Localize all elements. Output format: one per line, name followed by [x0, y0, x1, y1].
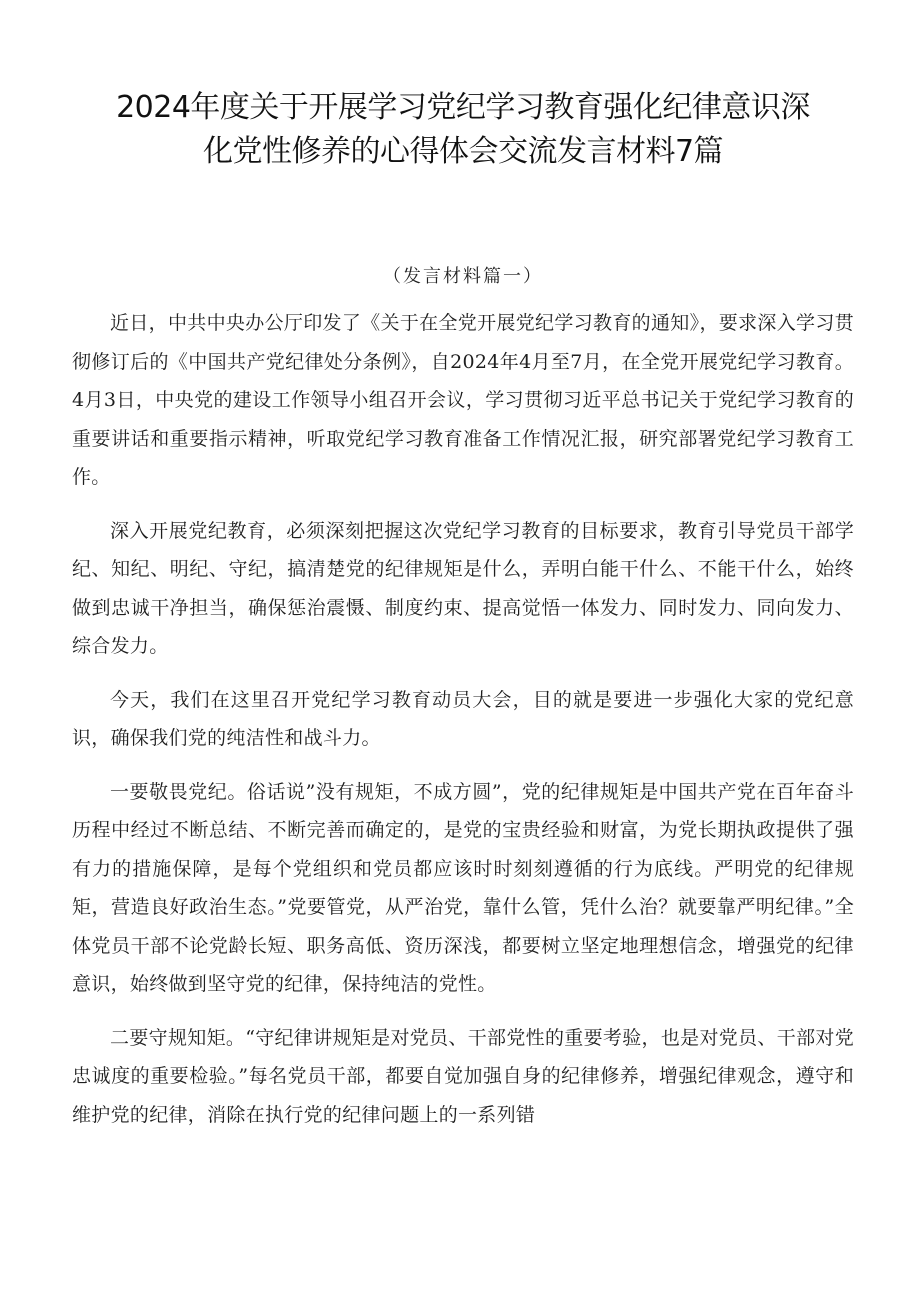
section-heading: （发言材料篇一） [383, 266, 543, 287]
paragraph-2: 深入开展党纪教育，必须深刻把握这次党纪学习教育的目标要求，教育引导党员干部学纪、知纪、明纪、守纪，搞清楚党的纪律规矩是什么，弄明白能干什么、不能干什么，始终做到忠诚干净担当，确保惩治震慑、制度约束、提高觉悟一体发力、同时发力、同向发力、综合发力。 [72, 519, 854, 657]
document-title-line-1: 2024年度关于开展学习党纪学习教育强化纪律意识深 [116, 90, 810, 125]
paragraph-4: 一要敬畏党纪。俗话说”没有规矩，不成方圆”，党的纪律规矩是中国共产党在百年奋斗历程中经过不断总结、不断完善而确定的，是党的宝贵经验和财富，为党长期执政提供了强有力的措施保障，是每个党组织和党员都应该时时刻刻遵循的行为底线。严明党的纪律规矩，营造良好政治生态。”党要管党，从严治党，靠什么管，凭什么治？就要靠严明纪律。”全体党员干部不论党龄长短、职务高低、资历深浅，都要树立坚定地理想信念，增强党的纪律意识，始终做到坚守党的纪律，保持纯洁的党性。 [72, 780, 854, 995]
paragraph-1: 近日，中共中央办公厅印发了《关于在全党开展党纪学习教育的通知》，要求深入学习贯彻修订后的《中国共产党纪律处分条例》，自2024年4月至7月，在全党开展党纪学习教育。4月3日，中央党的建设工作领导小组召开会议，学习贯彻习近平总书记关于党纪学习教育的重要讲话和重要指示精神，听取党纪学习教育准备工作情况汇报，研究部署党纪学习教育工作。 [72, 312, 854, 488]
paragraph-3: 今天，我们在这里召开党纪学习教育动员大会，目的就是要进一步强化大家的党纪意识，确保我们党的纯洁性和战斗力。 [72, 688, 854, 749]
document-title-line-2: 化党性修养的心得体会交流发言材料7篇 [202, 134, 724, 169]
document-title [72, 86, 854, 174]
paragraph-5: 二要守规知矩。“守纪律讲规矩是对党员、干部党性的重要考验，也是对党员、干部对党忠诚度的重要检验。”每名党员干部，都要自觉加强自身的纪律修养，增强纪律观念，遵守和维护党的纪律，消除在执行党的纪律问题上的一系列错 [72, 1026, 854, 1126]
document-body [72, 304, 854, 1134]
